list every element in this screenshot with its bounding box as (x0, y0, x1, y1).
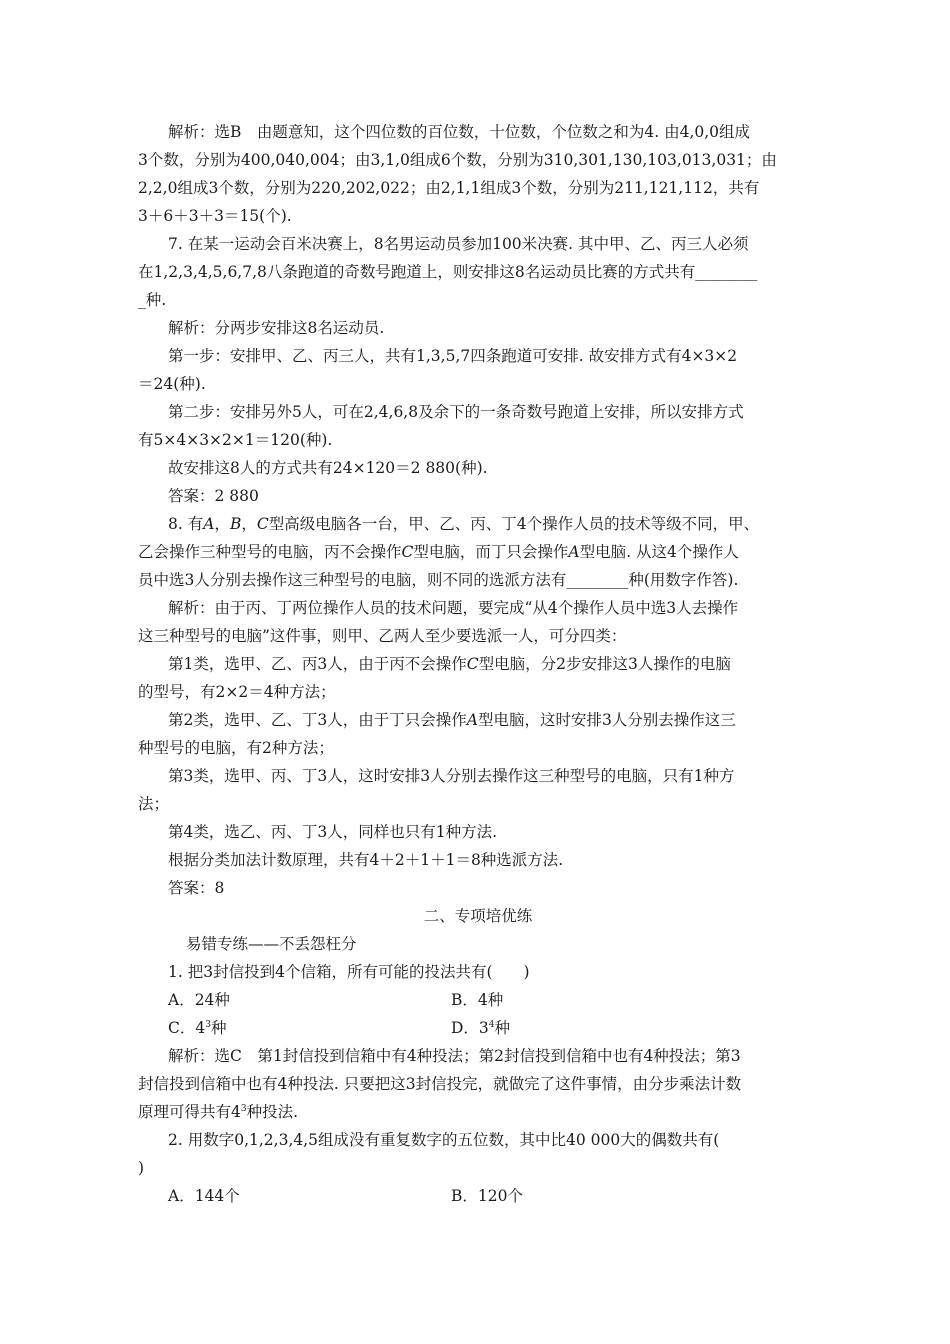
q1-option-d: D．$3^4$种 (451, 1019, 511, 1037)
solution-8-line: 解析：由于丙、丁两位操作人员的技术问题，要完成“从4个操作人员中选3人去操作 (168, 599, 739, 617)
question-7-line: 7. 在某一运动会百米决赛上，8名男运动员参加100米决赛. 其中甲、乙、丙三人必须 (168, 235, 749, 253)
question-7-line: _种. (138, 291, 167, 309)
section-heading: 二、专项培优练 (423, 907, 533, 925)
solution-8-line: 第2类，选甲、乙、丁3人，由于丁只会操作A型电脑，这时安排3人分别去操作这三 (168, 711, 736, 729)
q1-option-c: C．$4^3$种 (168, 1019, 227, 1037)
solution-8-line: 根据分类加法计数原理，共有4＋2＋1＋1＝8种选派方法. (168, 851, 564, 869)
question-8-line: 员中选3人分别去操作这三种型号的电脑，则不同的选派方法有________种(用数字作答). (138, 571, 739, 589)
solution-6-line: 2,2,0组成3个数，分别为220,202,022；由2,1,1组成3个数，分别为211,121,112，共有 (138, 179, 760, 197)
solution-8-line: 法； (138, 795, 170, 813)
solution-7-line: 解析：分两步安排这8名运动员. (168, 319, 385, 337)
answer-8: 答案：8 (168, 879, 225, 897)
question-8-line: 乙会操作三种型号的电脑，丙不会操作C型电脑，而丁只会操作A型电脑. 从这4个操作人 (138, 543, 739, 561)
q2-option-a: A．144个 (168, 1187, 240, 1205)
question-2-stem: 2. 用数字0,1,2,3,4,5组成没有重复数字的五位数，其中比40 000大的偶数共有( (168, 1131, 720, 1149)
answer-7: 答案：2 880 (168, 487, 259, 505)
solution-7-line: 有5×4×3×2×1＝120(种). (138, 431, 333, 449)
solution-1-line: 解析：选C 第1封信投到信箱中有4种投法；第2封信投到信箱中也有4种投法；第3 (168, 1047, 741, 1065)
solution-1-line: 原理可得共有$4^3$种投法. (138, 1103, 299, 1121)
solution-8-line: 第4类，选乙、丙、丁3人，同样也只有1种方法. (168, 823, 498, 841)
solution-8-line: 的型号，有2×2＝4种方法； (138, 683, 336, 701)
subsection-heading: 易错专练——不丢怨枉分 (186, 935, 357, 953)
question-1-stem: 1. 把3封信投到4个信箱，所有可能的投法共有( ) (168, 963, 530, 981)
q2-option-b: B．120个 (451, 1187, 523, 1205)
solution-7-line: 故安排这8人的方式共有24×120＝2 880(种). (168, 459, 488, 477)
question-2-stem: ) (138, 1159, 145, 1177)
solution-1-line: 封信投到信箱中也有4种投法. 只要把这3封信投完，就做完了这件事情，由分步乘法计数 (138, 1075, 742, 1093)
solution-6-line: 3＋6＋3＋3＝15(个). (138, 207, 292, 225)
solution-8-line: 第1类，选甲、乙、丙3人，由于丙不会操作C型电脑，分2步安排这3人操作的电脑 (168, 655, 731, 673)
solution-8-line: 种型号的电脑，有2种方法； (138, 739, 334, 757)
solution-8-line: 第3类，选甲、丙、丁3人，这时安排3人分别去操作这三种型号的电脑，只有1种方 (168, 767, 735, 785)
solution-6-line: 3个数，分别为400,040,004；由3,1,0组成6个数，分别为310,301,130,103,013,031；由 (138, 151, 777, 169)
question-8-line: 8. 有A，B，C型高级电脑各一台，甲、乙、丙、丁4个操作人员的技术等级不同，甲、 (168, 515, 760, 533)
solution-7-line: 第二步：安排另外5人，可在2,4,6,8及余下的一条奇数号跑道上安排，所以安排方式 (168, 403, 744, 421)
q1-option-a: A．24种 (168, 991, 230, 1009)
solution-7-line: ＝24(种). (138, 375, 206, 393)
solution-6-line: 解析：选B 由题意知，这个四位数的百位数，十位数，个位数之和为4. 由4,0,0组成 (168, 123, 751, 141)
solution-7-line: 第一步：安排甲、乙、丙三人，共有1,3,5,7四条跑道可安排. 故安排方式有4×3×2 (168, 347, 738, 365)
q1-option-b: B．4种 (451, 991, 504, 1009)
solution-8-line: 这三种型号的电脑”这件事，则甲、乙两人至少要选派一人，可分四类： (138, 627, 627, 645)
question-7-line: 在1,2,3,4,5,6,7,8八条跑道的奇数号跑道上，则安排这8名运动员比赛的方式共有________ (138, 263, 758, 281)
